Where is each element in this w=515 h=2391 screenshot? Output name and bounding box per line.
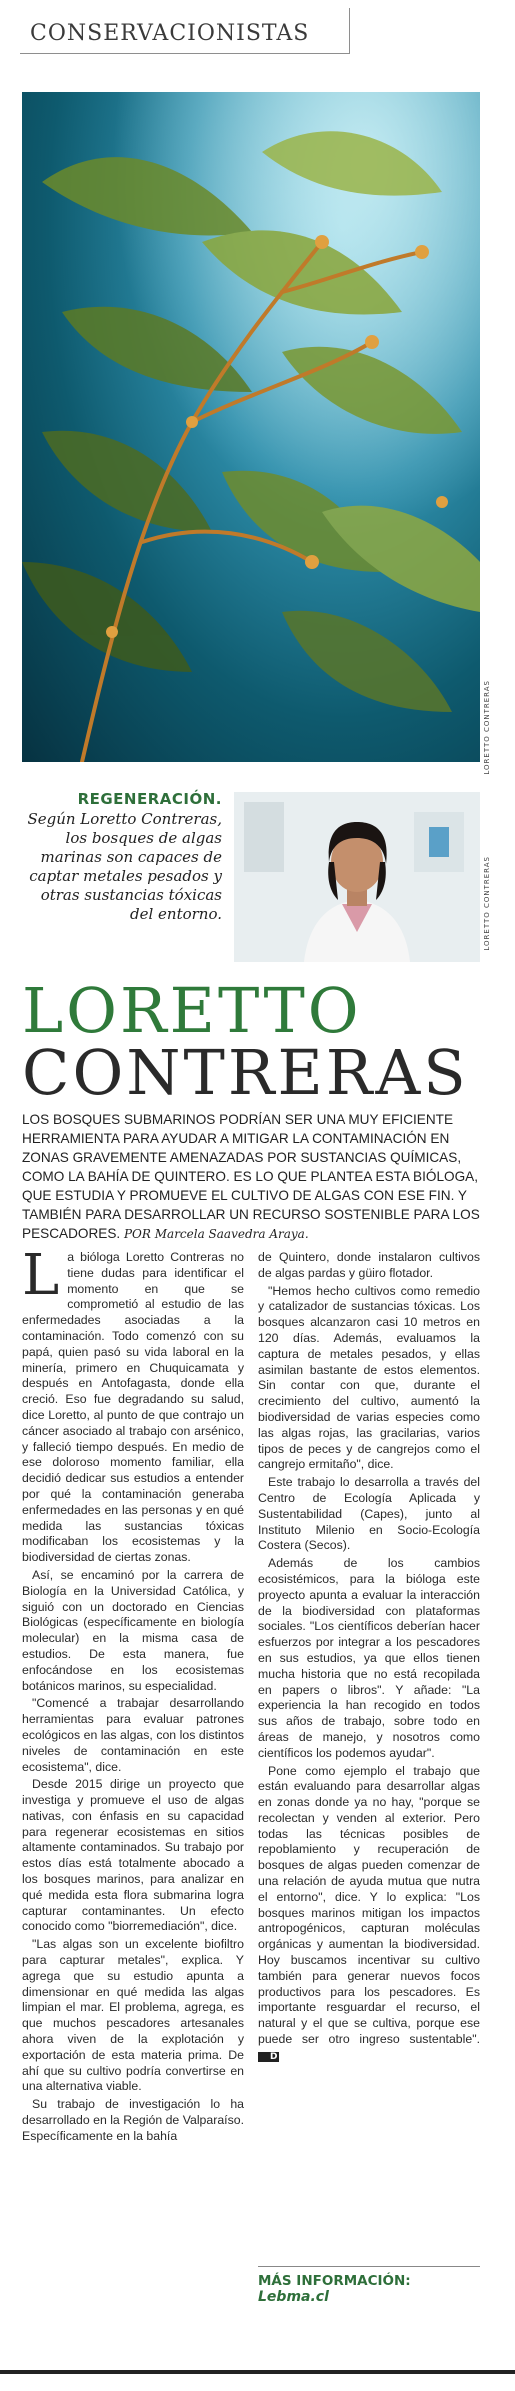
article-lede [22,1110,480,1244]
paragraph: "Hemos hecho cultivos como remedio y catalizador de sustancias tóxicas. Los bosques alcanzaron casi 10 metros en 120 días. Además, evaluamos la captura de metales pesados, y ellas asimilan bastante de estos elementos. Sin contar con que, durante el crecimiento del cultivo, aumentó la biodiversidad de varias especies como las algas rojas, las gracilarias, varios tipos de peces y de cangrejos como el cangrejo ermitaño", dice. [258,1283,480,1472]
paragraph: "Comencé a trabajar desarrollando herramientas para evaluar patrones ecológicos en las algas, con los distintos niveles de contaminación en este ecosistema", dice. [22,1696,244,1774]
headline-last-name: CONTRERAS [22,1036,469,1109]
paragraph: Además de los cambios ecosistémicos, para la bióloga este proyecto apunta a evaluar la interacción de la biodiversidad con plataformas sociales. "Los científicos deberían hacer esfuerzos por integrar a los pescadores en sus estudios, ya que ellos tienen mucha historia que no está recopilada en papers o libros". Y añade: "La experiencia la han recogido en todos sus años de trabajo, sobre todo en áreas de manejo, y nosotros como científicos los podemos ayudar". [258,1556,480,1760]
lede-text: LOS BOSQUES SUBMARINOS PODRÍAN SER UNA MUY EFICIENTE HERRAMIENTA PARA AYUDAR A MITIGAR LA CONTAMINACIÓN EN ZONAS GRAVEMENTE AMENAZADAS POR SUSTANCIAS QUÍMICAS, COMO LA BAHÍA DE QUINTERO. ES LO QUE PLANTEA ESTA BIÓLOGA, QUE ESTUDIA Y PROMUEVE EL CULTIVO DE ALGAS CON ESE FIN. Y TAMBIÉN PARA DESARROLLAR UN RECURSO SOSTENIBLE PARA LOS PESCADORES. [22,1112,480,1241]
paragraph: de Quintero, donde instalaron cultivos de algas pardas y güiro flotador. [258,1250,480,1280]
byline: POR Marcela Saavedra Araya. [123,1227,309,1241]
paragraph: Este trabajo lo desarrolla a través del Centro de Ecología Aplicada y Sustentabilidad (Capes), junto al Instituto Milenio en Socio-Ecología Costera (Secos). [258,1475,480,1553]
section-label: CONSERVACIONISTAS [30,21,310,46]
more-info-box [258,2266,480,2305]
caption-text: Según Loretto Contreras, los bosques de algas marinas son capaces de captar metales pesados y otras sustancias tóxicas del entorno. [27,810,222,923]
paragraph: Así, se encaminó por la carrera de Biología en la Universidad Católica, y siguió con un doctorado en Ciencias Biológicas (específicamente en biología molecular) en la misma casa de estudios. De esta manera, fue enfocándose en los ecosistemas botánicos marinos, su especialidad. [22,1567,244,1693]
kelp-illustration [22,92,480,762]
kelp-forest-photo [22,92,480,762]
body-column-right [258,1250,480,2066]
paragraph: Su trabajo de investigación lo ha desarrollado en la Región de Valparaíso. Específicamente en la bahía [22,2097,244,2143]
paragraph: La bióloga Loretto Contreras no tiene dudas para identificar el momento en que se comprometió al estudio de las enfermedades asociadas a la contaminación. Todo comenzó con su papá, quien pasó su vida laboral en la minería, primero en Chuquicamata y después en Antofagasta, donde ella creció. Eso fue degradando su salud, dice Loretto, al punto de que contrajo un cáncer asociado al trabajo con arsénico, y falleció tiempo después. En medio de ese doloroso momento familiar, ella decidió dedicar sus estudios a entender por qué la contaminación generaba enfermedades en las personas y en qué medida las sustancias tóxicas modificaban los ecosistemas y la biodiversidad de ciertas zonas. [22,1243,244,1565]
bottom-divider [0,2370,515,2374]
hero-photo-credit: LORETTO CONTRERAS [483,680,491,775]
paragraph: Pone como ejemplo el trabajo que están evaluando para desarrollar algas en zonas donde ya no hay, "porque se recolectan y venden al exterior. Pero todas las técnicas posibles de repoblamiento y recuperación de bosques de algas pueden comenzar de una relación de ayuda mutua que nutra el entorno", dice. Y lo explica: "Los bosques marinos mitigan los impactos antropogénicos, capturan moléculas orgánicas y aumentan la biodiversidad. Hoy buscamos incentivar su cultivo también para generar nuevos focos productivos para los pescadores. Es importante resguardar el recurso, el natural y el que se cultiva, porque ese puede ser otro ingreso sustentable". D [258,1763,480,2062]
portrait-photo-credit: LORETTO CONTRERAS [483,856,491,951]
drop-cap: L [22,1243,60,1308]
paragraph: Desde 2015 dirige un proyecto que investiga y promueve el uso de algas nativas, con énfasis en su capacidad para regenerar ecosistemas en sitios altamente contaminados. Su trabajo por estos días está totalmente abocado a los bosques marinos, para analizar en qué medida esta flora submarina logra capturar contaminantes. Un efecto conocido como "biorremediación", dice. [22,1777,244,1934]
photo-caption [22,790,222,924]
headline-first-name: LORETTO [22,974,362,1047]
caption-kicker: REGENERACIÓN. [77,790,222,808]
body-column-left [22,1243,244,2147]
portrait-photo [234,792,480,962]
end-mark-icon: D [258,2052,279,2062]
more-info-link[interactable]: Lebma.cl [258,2289,329,2305]
section-tab [20,8,350,54]
paragraph: "Las algas son un excelente biofiltro para capturar metales", explica. Y agrega que su estudio apunta a dimensionar en qué medida las algas limpian el mar. El problema, agrega, es que muchos pescadores artesanales ahora viven de la explotación y exportación de esta materia prima. De ahí que su cultivo podría convertirse en una alternativa viable. [22,1937,244,2094]
more-info-label: MÁS INFORMACIÓN: [258,2273,411,2289]
portrait-illustration [234,792,480,962]
